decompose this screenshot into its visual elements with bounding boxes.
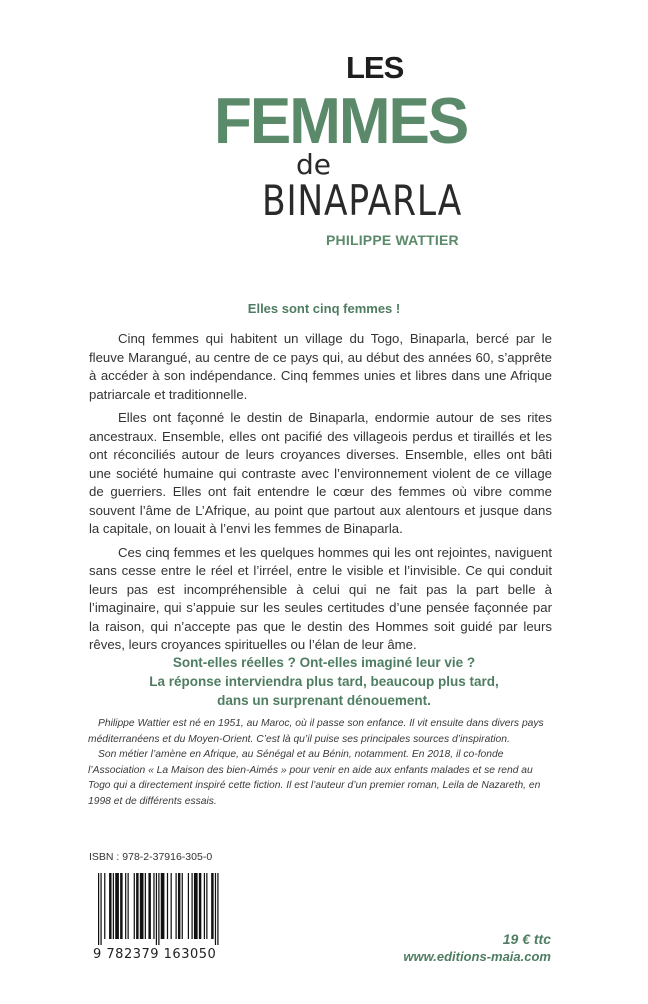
- barcode-bar: [109, 873, 111, 939]
- barcode-bar: [182, 873, 183, 939]
- barcode-bar: [199, 873, 201, 939]
- barcode-bar: [156, 873, 157, 945]
- barcode-bar: [178, 873, 180, 939]
- barcode-bar: [211, 873, 213, 939]
- barcode-bar: [171, 873, 172, 939]
- isbn: ISBN : 978-2-37916-305-0: [89, 851, 213, 863]
- bio-paragraph-1: Philippe Wattier est né en 1951, au Maroc, où il passe son enfance. Il vit ensuite dans divers pays méditerranéens et du Moyen-Orient. C’est là qu’il puise ses principales sources d’inspiration.: [88, 718, 544, 745]
- barcode-bar: [113, 873, 114, 939]
- author-name: PHILIPPE WATTIER: [326, 232, 459, 248]
- barcode-bar: [175, 873, 176, 939]
- barcode-bar: [120, 873, 122, 939]
- synopsis-paragraph-3: Ces cinq femmes et les quelques hommes qui les ont rejointes, naviguent sans cesse entre le réel et l’irréel, entre le visible et l’invisible. Ce qui conduit leurs pas est incompréhensible à celui qui ne fait pas la part belle à l’imaginaire, qui s’appuie sur les seules certitudes d’une pensée façonnée par la raison, qui n’accepte pas que le destin des Hommes soit guidé par leurs rêves, leurs croyances spirituelles ou l’élan de leur âme.: [89, 544, 552, 652]
- question-line-2: La réponse interviendra plus tard, beaucoup plus tard,: [149, 674, 499, 689]
- barcode-bar: [125, 873, 126, 939]
- barcode-bar: [204, 873, 205, 939]
- barcode-bar: [161, 873, 165, 939]
- price: 19 € ttc: [502, 931, 551, 947]
- barcode-bar: [194, 873, 198, 939]
- author-bio: [88, 716, 554, 810]
- tagline: Elles sont cinq femmes !: [247, 301, 401, 316]
- title-binaparla: BINAPARLA: [262, 176, 463, 225]
- barcode-bar: [217, 873, 218, 945]
- barcode-bar: [100, 873, 101, 945]
- barcode-bar: [145, 873, 146, 939]
- synopsis-paragraph-2: Elles ont façonné le destin de Binaparla, endormie autour de ses rites ancestraux. Ensemble, elles ont pacifié des villageois perdus et tiraillés et les ont réconciliés autour de leurs croyances diverses. Ensemble, elles ont bâti une société humaine qui contraste avec l’environnement violent de ce village de guerriers. Elles ont fait entendre le cœur des femmes où vibre comme souvent l’âme de L’Afrique, au point que partout aux alentours et jusque dans la capitale, on louait à l’envi les femmes de Binaparla.: [89, 410, 552, 536]
- barcode-bar: [148, 873, 150, 939]
- title-les: LES: [346, 50, 404, 85]
- barcode-bar: [115, 873, 119, 939]
- title-de: de: [296, 148, 331, 181]
- barcode-bar: [167, 873, 168, 939]
- barcode-bar: [134, 873, 135, 939]
- barcode-bar: [158, 873, 159, 945]
- barcode-bar: [191, 873, 192, 939]
- barcode-bar: [136, 873, 138, 939]
- synopsis: [89, 330, 552, 660]
- barcode-bar: [140, 873, 144, 939]
- bio-paragraph-2: Son métier l’amène en Afrique, au Sénégal et au Bénin, notamment. En 2018, il co-fonde l’Association « La Maison des bien-Aimés » pour venir en aide aux enfants malades et se rend au Togo qui a directement inspiré cette fiction. Il est l’auteur d’un premier roman, Leila de Nazareth, en 1998 et de différents essais.: [88, 749, 541, 807]
- barcode-image: [98, 873, 221, 945]
- barcode-digits: 9 782379 163050: [93, 947, 217, 962]
- barcode-bar: [215, 873, 216, 945]
- closing-question: [0, 653, 648, 710]
- barcode-bar: [104, 873, 105, 939]
- question-line-1: Sont-elles réelles ? Ont-elles imaginé leur vie ?: [172, 655, 476, 670]
- barcode-bar: [188, 873, 189, 939]
- publisher-website: www.editions-maia.com: [403, 949, 551, 964]
- synopsis-paragraph-1: Cinq femmes qui habitent un village du Togo, Binaparla, bercé par le fleuve Marangué, au centre de ce pays qui, au début des années 60, s’apprête à accéder à son indépendance. Cinq femmes unies et libres dans une Afrique patriarcale et traditionnelle.: [89, 331, 552, 402]
- title-femmes: FEMMES: [214, 85, 468, 158]
- question-line-3: dans un surprenant dénouement.: [217, 693, 431, 708]
- barcode-bar: [206, 873, 207, 939]
- barcode-bar: [128, 873, 129, 939]
- barcode-bar: [153, 873, 154, 939]
- barcode-bar: [98, 873, 99, 945]
